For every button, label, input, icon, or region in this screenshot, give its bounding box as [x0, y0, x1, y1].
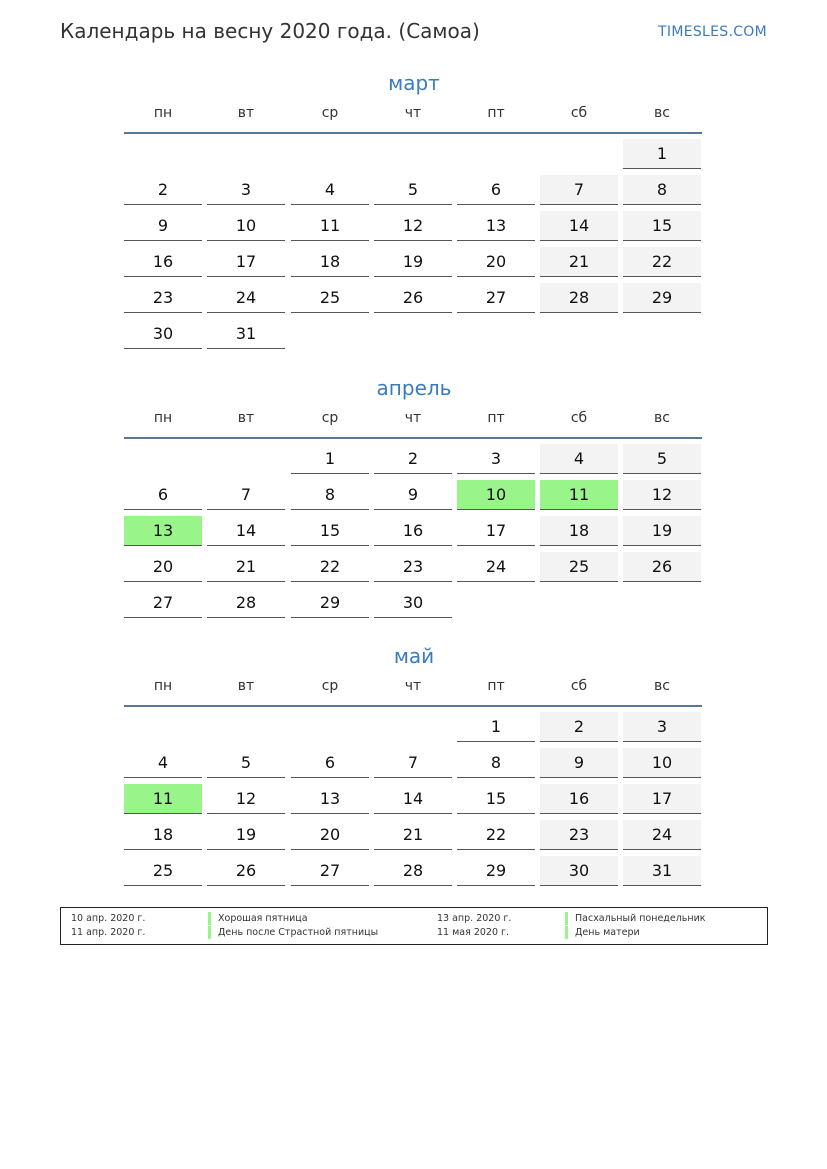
day-cell: 26 [374, 283, 452, 313]
day-cell: 19 [207, 820, 285, 850]
month-block [124, 373, 704, 612]
day-cell: 9 [374, 480, 452, 510]
day-cell: 14 [540, 211, 618, 241]
day-cell: 1 [623, 139, 701, 169]
weekday-label: чт [404, 410, 422, 426]
legend-holiday-name: День после Страстной пятницы [208, 926, 378, 939]
day-cell: 28 [374, 856, 452, 886]
day-cell: 2 [124, 175, 202, 205]
weekday-label: пн [153, 105, 173, 121]
day-cell: 3 [457, 444, 535, 474]
day-cell: 5 [374, 175, 452, 205]
weekday-label: ср [321, 105, 339, 121]
legend-holiday-name: Пасхальный понедельник [565, 912, 706, 925]
day-cell: 17 [207, 247, 285, 277]
day-cell: 15 [457, 784, 535, 814]
day-cell: 21 [374, 820, 452, 850]
day-cell: 25 [124, 856, 202, 886]
day-cell: 28 [540, 283, 618, 313]
day-cell: 25 [291, 283, 369, 313]
day-cell: 7 [540, 175, 618, 205]
day-cell: 24 [207, 283, 285, 313]
day-cell: 6 [291, 748, 369, 778]
weekday-label: вт [237, 105, 255, 121]
weekday-label: пт [487, 105, 505, 121]
weekday-label: вт [237, 410, 255, 426]
day-cell: 3 [207, 175, 285, 205]
day-cell: 16 [540, 784, 618, 814]
day-cell: 4 [291, 175, 369, 205]
day-cell: 13 [457, 211, 535, 241]
weekday-header [124, 410, 704, 437]
day-cell: 31 [623, 856, 701, 886]
legend-holiday-name: День матери [565, 926, 640, 939]
day-cell: 20 [457, 247, 535, 277]
day-cell: 5 [623, 444, 701, 474]
weekday-label: ср [321, 678, 339, 694]
legend-date: 11 апр. 2020 г. [71, 927, 146, 938]
day-cell: 1 [291, 444, 369, 474]
day-cell: 2 [540, 712, 618, 742]
day-cell: 9 [124, 211, 202, 241]
day-cell: 3 [623, 712, 701, 742]
day-cell: 6 [457, 175, 535, 205]
day-cell: 10 [207, 211, 285, 241]
day-cell: 28 [207, 588, 285, 618]
weekday-label: пт [487, 678, 505, 694]
weekday-label: пт [487, 410, 505, 426]
day-cell: 21 [207, 552, 285, 582]
day-cell: 6 [124, 480, 202, 510]
day-cell: 14 [374, 784, 452, 814]
month-name: апрель [376, 376, 452, 400]
header-divider [124, 705, 702, 707]
day-cell: 25 [540, 552, 618, 582]
day-cell: 20 [291, 820, 369, 850]
day-cell: 22 [291, 552, 369, 582]
day-cell: 10 [623, 748, 701, 778]
weekday-label: вс [654, 678, 670, 694]
day-cell: 18 [291, 247, 369, 277]
day-cell: 27 [291, 856, 369, 886]
day-cell: 21 [540, 247, 618, 277]
weekday-header [124, 105, 704, 132]
day-cell: 16 [124, 247, 202, 277]
day-cell: 8 [457, 748, 535, 778]
brand-link[interactable]: TIMESLES.COM [658, 24, 767, 40]
weekday-header [124, 678, 704, 705]
day-cell: 10 [457, 480, 535, 510]
header-divider [124, 437, 702, 439]
day-cell: 2 [374, 444, 452, 474]
weekday-label: сб [570, 410, 588, 426]
day-cell: 11 [540, 480, 618, 510]
day-cell: 26 [207, 856, 285, 886]
day-cell: 17 [457, 516, 535, 546]
month-name: март [388, 71, 440, 95]
day-cell: 11 [124, 784, 202, 814]
weekday-label: вт [237, 678, 255, 694]
day-cell: 7 [374, 748, 452, 778]
month-block [124, 68, 704, 343]
legend-date: 13 апр. 2020 г. [437, 913, 512, 924]
page-title: Календарь на весну 2020 года. (Самоа) [60, 19, 480, 43]
day-cell: 29 [623, 283, 701, 313]
day-cell: 8 [291, 480, 369, 510]
day-cell: 12 [207, 784, 285, 814]
month-name: май [393, 644, 435, 668]
day-cell: 7 [207, 480, 285, 510]
weekday-label: сб [570, 678, 588, 694]
day-cell: 4 [540, 444, 618, 474]
day-cell: 11 [291, 211, 369, 241]
day-cell: 24 [457, 552, 535, 582]
legend-holiday-name: Хорошая пятница [208, 912, 308, 925]
day-cell: 15 [623, 211, 701, 241]
day-cell: 23 [124, 283, 202, 313]
month-block [124, 641, 704, 880]
legend-date: 11 мая 2020 г. [437, 927, 510, 938]
day-cell: 19 [623, 516, 701, 546]
weekday-label: ср [321, 410, 339, 426]
holiday-legend [60, 907, 768, 945]
weekday-label: вс [654, 410, 670, 426]
day-cell: 30 [374, 588, 452, 618]
day-cell: 17 [623, 784, 701, 814]
day-cell: 20 [124, 552, 202, 582]
day-cell: 12 [623, 480, 701, 510]
day-cell: 22 [457, 820, 535, 850]
day-cell: 23 [374, 552, 452, 582]
day-cell: 29 [457, 856, 535, 886]
day-cell: 27 [124, 588, 202, 618]
day-cell: 14 [207, 516, 285, 546]
day-cell: 19 [374, 247, 452, 277]
day-cell: 9 [540, 748, 618, 778]
day-cell: 29 [291, 588, 369, 618]
legend-date: 10 апр. 2020 г. [71, 913, 146, 924]
day-cell: 4 [124, 748, 202, 778]
day-cell: 30 [124, 319, 202, 349]
day-cell: 27 [457, 283, 535, 313]
day-cell: 5 [207, 748, 285, 778]
weekday-label: пн [153, 678, 173, 694]
day-cell: 12 [374, 211, 452, 241]
day-cell: 15 [291, 516, 369, 546]
day-cell: 16 [374, 516, 452, 546]
day-cell: 26 [623, 552, 701, 582]
day-cell: 31 [207, 319, 285, 349]
day-cell: 13 [124, 516, 202, 546]
day-cell: 18 [540, 516, 618, 546]
header-divider [124, 132, 702, 134]
day-cell: 1 [457, 712, 535, 742]
weekday-label: чт [404, 105, 422, 121]
day-cell: 22 [623, 247, 701, 277]
weekday-label: вс [654, 105, 670, 121]
weekday-label: пн [153, 410, 173, 426]
day-cell: 30 [540, 856, 618, 886]
day-cell: 24 [623, 820, 701, 850]
day-cell: 13 [291, 784, 369, 814]
day-cell: 18 [124, 820, 202, 850]
weekday-label: сб [570, 105, 588, 121]
day-cell: 8 [623, 175, 701, 205]
day-cell: 23 [540, 820, 618, 850]
weekday-label: чт [404, 678, 422, 694]
